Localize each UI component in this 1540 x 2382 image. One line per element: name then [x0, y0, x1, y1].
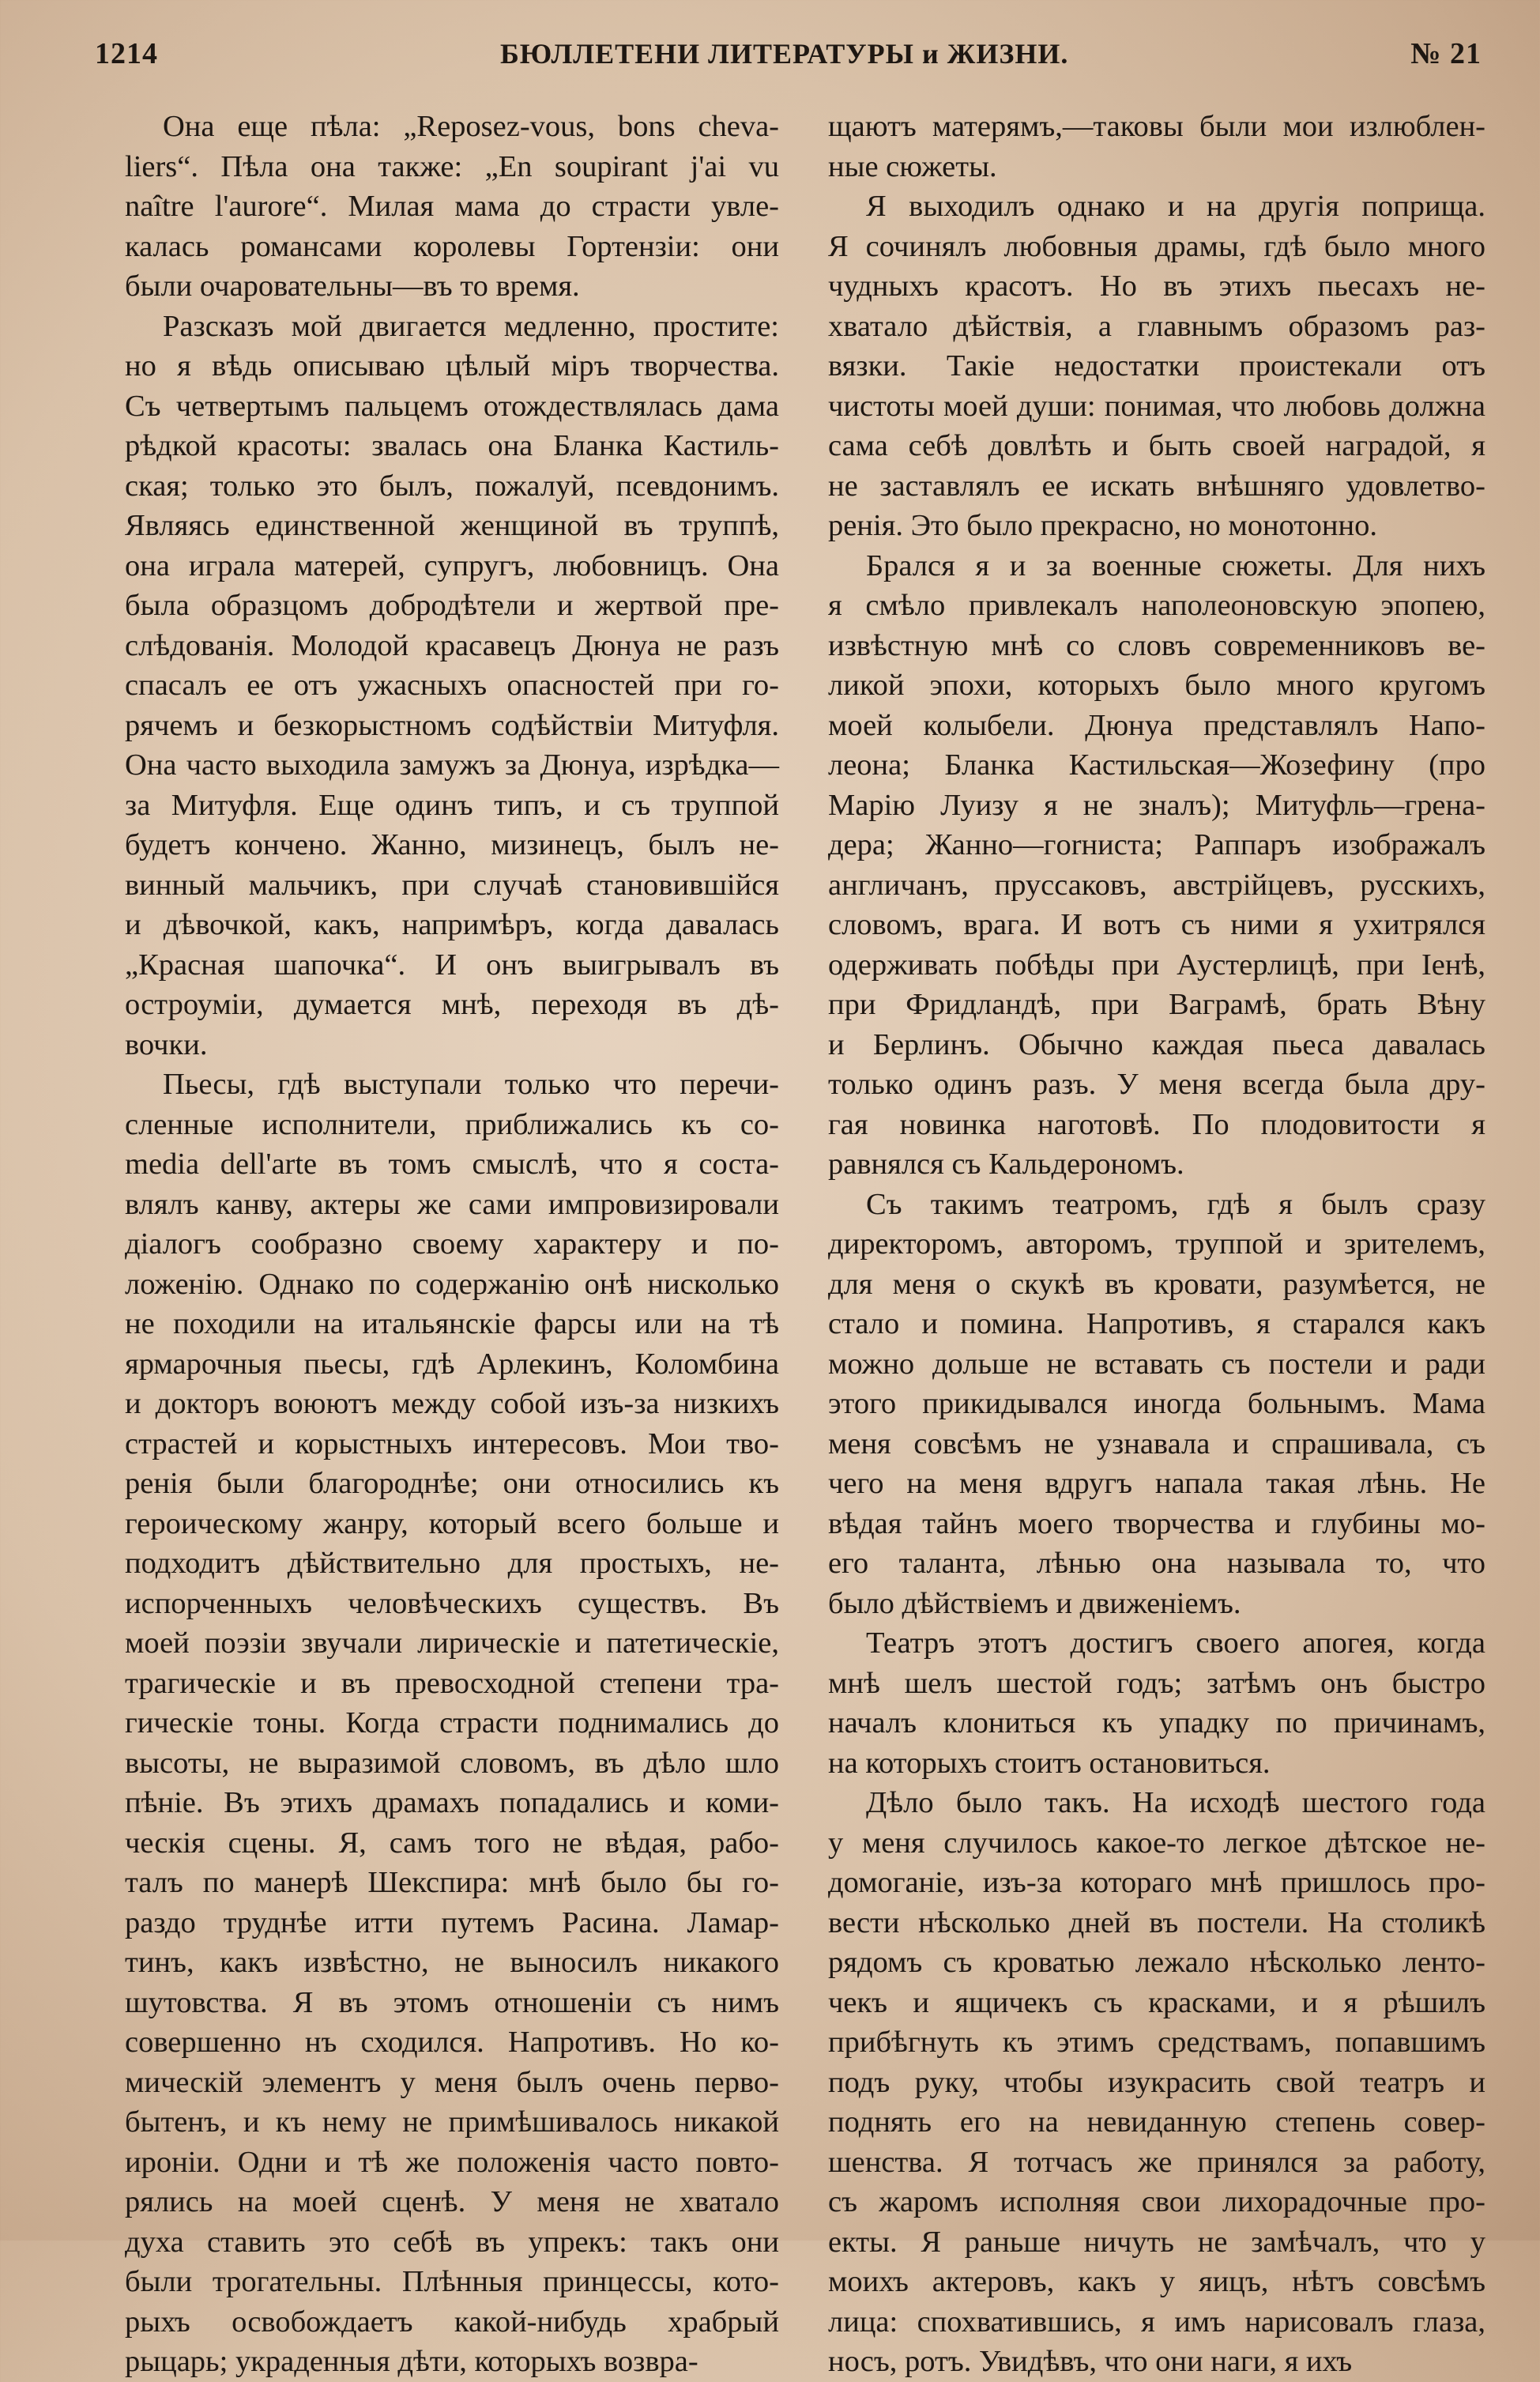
text-line: Съ четвертымъ пальцемъ отождествлялась дама	[125, 389, 779, 423]
text-line: она играла матерей, супругъ, любовницъ. Она	[125, 548, 779, 582]
text-line: гическіе тоны. Когда страсти поднимались до	[125, 1706, 779, 1739]
text-line: трагическіе и въ превосходной степени тра-	[125, 1666, 779, 1700]
paragraph	[125, 107, 779, 307]
paragraph	[828, 546, 1485, 1185]
text-line: вести нѣсколько дней въ постели. На столикѣ	[828, 1905, 1485, 1939]
text-line: калась романсами королевы Гортензіи: они	[125, 229, 779, 263]
text-line: Она часто выходила замужъ за Дюнуа, изрѣдка—	[125, 748, 779, 782]
text-line: меня совсѣмъ не узнавала и спрашивала, съ	[828, 1427, 1485, 1460]
paragraph	[125, 1065, 779, 2382]
text-line: Я выходилъ однако и на другія поприща.	[866, 190, 1485, 223]
text-line: у меня случилось какое-то легкое дѣтское не-	[828, 1826, 1485, 1860]
text-line: мическій элементъ у меня былъ очень перво-	[125, 2065, 779, 2099]
text-line: съ жаромъ исполняя свои лихорадочные про-	[828, 2185, 1485, 2218]
text-line: сленные исполнители, приближались къ co-	[125, 1107, 779, 1141]
text-line: Она еще пѣла: „Reposez-vous, bons cheva-	[163, 110, 779, 143]
text-line: и дѣвочкой, какъ, напримѣръ, когда давалась	[125, 908, 779, 941]
text-line: діалогъ сообразно своему характеру и по-	[125, 1227, 779, 1261]
text-line: мнѣ шелъ шестой годъ; затѣмъ онъ быстро	[828, 1666, 1485, 1700]
text-line: поднять его на невиданную степень совер-	[828, 2105, 1485, 2139]
text-line: хватало дѣйствія, а главнымъ образомъ раз-	[828, 309, 1485, 343]
text-line: талъ по манерѣ Шекспира: мнѣ было бы го-	[125, 1866, 779, 1899]
text-line: шенства. Я тотчасъ же принялся за работу,	[828, 2145, 1485, 2179]
text-line: рялись на моей сценѣ. У меня не хватало	[125, 2185, 779, 2218]
text-line: ческія сцены. Я, самъ того не вѣдая, рабо-	[125, 1826, 779, 1860]
text-line: за Митуфля. Еще одинъ типъ, и съ труппой	[125, 788, 779, 822]
text-line: при Фридландѣ, при Ваграмѣ, брать Вѣну	[828, 988, 1485, 1021]
issue-number: № 21	[1410, 37, 1482, 70]
text-line: страстей и корыстныхъ интересовъ. Мои тво-	[125, 1427, 779, 1460]
text-line: Театръ этотъ достигъ своего апогея, когда	[866, 1626, 1485, 1660]
text-line: совершенно нъ сходился. Напротивъ. Но ко-	[125, 2026, 779, 2059]
text-line: щаютъ матерямъ,—таковы были мои излюблен-	[828, 110, 1485, 143]
text-line: ренія были благороднѣе; они относились къ	[125, 1467, 779, 1500]
text-line: началъ клониться къ упадку по причинамъ,	[828, 1706, 1485, 1739]
text-line: этого прикидывался иногда больнымъ. Мама	[828, 1387, 1485, 1420]
text-line: naître l'aurore“. Милая мама до страсти увле-	[125, 190, 779, 223]
text-line: извѣстную мнѣ со словъ современниковъ ве-	[828, 628, 1485, 662]
text-line: слѣдованія. Молодой красавецъ Дюнуа не разъ	[125, 628, 779, 662]
text-line: носъ, ротъ. Увидѣвъ, что они наги, я ихъ	[828, 2345, 1353, 2378]
text-line: моей поэзіи звучали лирическіе и патетическіе,	[125, 1626, 779, 1660]
paragraph	[828, 187, 1485, 546]
text-line: Пьесы, гдѣ выступали только что перечи-	[163, 1068, 779, 1101]
text-line: подъ руку, чтобы изукрасить свой театръ и	[828, 2065, 1485, 2099]
page-header	[95, 30, 1482, 77]
text-line: моихъ актеровъ, какъ у яицъ, нѣтъ совсѣмъ	[828, 2265, 1485, 2298]
text-line: рячемъ и безкорыстномъ содѣйствіи Митуфля.	[125, 708, 779, 742]
text-line: леона; Бланка Кастильская—Жозефину (про	[828, 748, 1485, 782]
text-line: чего на меня вдругъ напала такая лѣнь. Не	[828, 1467, 1485, 1500]
text-line: героическому жанру, который всего больше и	[125, 1506, 779, 1540]
text-line: винный мальчикъ, при случаѣ становившійся	[125, 868, 779, 902]
text-line: были очаровательны—въ то время.	[125, 269, 580, 303]
text-line: подходитъ дѣйствительно для простыхъ, не-	[125, 1547, 779, 1580]
text-line: только одинъ разъ. У меня всегда была дру-	[828, 1068, 1485, 1101]
text-line: прибѣгнуть къ этимъ средствамъ, попавшимъ	[828, 2026, 1485, 2059]
text-line: media dell'arte въ томъ смыслѣ, что я соста-	[125, 1148, 779, 1181]
text-line: высоты, не выразимой словомъ, въ дѣло шло	[125, 1746, 779, 1780]
text-line: сама себѣ довлѣть и быть своей наградой, я	[828, 429, 1485, 462]
text-line: ные сюжеты.	[828, 149, 997, 183]
text-line: Марію Луизу я не зналъ); Митуфль—грена-	[828, 788, 1485, 822]
text-line: вѣдая тайнъ моего творчества и глубины мо-	[828, 1506, 1485, 1540]
text-line: раздо труднѣе итти путемъ Расина. Ламар-	[125, 1905, 779, 1939]
text-line: дера; Жанно—гorниста; Раппаръ изображалъ	[828, 828, 1485, 861]
text-line: рѣдкой красоты: звалась она Бланка Кастиль-	[125, 429, 779, 462]
text-line: словомъ, врага. И вотъ съ ними я ухитрялся	[828, 908, 1485, 941]
text-line: равнялся съ Кальдерономъ.	[828, 1148, 1184, 1181]
text-line: директоромъ, авторомъ, труппой и зрителемъ,	[828, 1227, 1485, 1261]
text-line: Дѣло было такъ. На исходѣ шестого года	[866, 1786, 1485, 1819]
text-line: вочки.	[125, 1027, 208, 1061]
paragraph	[125, 307, 779, 1065]
text-line: можно дольше не вставать съ постели и ради	[828, 1347, 1485, 1381]
text-line: испорченныхъ человѣческихъ существъ. Въ	[125, 1586, 779, 1620]
text-line: домоганіе, изъ-за котораго мнѣ пришлось про-	[828, 1866, 1485, 1899]
text-line: Я сочинялъ любовныя драмы, гдѣ было много	[828, 229, 1485, 263]
text-line: не походили на итальянскіе фарсы или на тѣ	[125, 1307, 779, 1340]
text-line: рядомъ съ кроватью лежало нѣсколько ленто-	[828, 1946, 1485, 1979]
text-line: не заставлялъ ее искать внѣшняго удовлетво-	[828, 469, 1485, 503]
text-line: одерживать побѣды при Аустерлицѣ, при Іенѣ,	[828, 948, 1485, 982]
text-line: была образцомъ добродѣтели и жертвой пре-	[125, 589, 779, 622]
text-line: ироніи. Одни и тѣ же положенія часто повто-	[125, 2145, 779, 2179]
text-line: екты. Я раньше ничуть не замѣчалъ, что у	[828, 2225, 1485, 2259]
text-line: моей колыбели. Дюнуа представлялъ Напо-	[828, 708, 1485, 742]
text-line: рыцарь; украденныя дѣти, которыхъ возвра-	[125, 2345, 698, 2378]
text-line: спасалъ ее отъ ужасныхъ опасностей при го-	[125, 669, 779, 702]
text-line: ликой эпохи, которыхъ было много кругомъ	[828, 669, 1485, 702]
text-line: и Берлинъ. Обычно каждая пьеса давалась	[828, 1027, 1485, 1061]
text-line: ярмарочныя пьесы, гдѣ Арлекинъ, Коломбина	[125, 1347, 779, 1381]
text-line: духа ставить это себѣ въ упрекъ: такъ они	[125, 2225, 779, 2259]
paragraph	[828, 1185, 1485, 1624]
text-line: стало и помина. Напротивъ, я старался какъ	[828, 1307, 1485, 1340]
text-line: ренія. Это было прекрасно, но монотонно.	[828, 509, 1378, 542]
text-line: liers“. Пѣла она также: „En soupirant j'ai vu	[125, 149, 779, 183]
text-line: англичанъ, пруссаковъ, австрійцевъ, русскихъ,	[828, 868, 1485, 902]
text-line: пѣніе. Въ этихъ драмахъ попадались и коми-	[125, 1786, 779, 1819]
paragraph	[828, 1623, 1485, 1783]
text-line: ложенію. Однако по содержанію онѣ нисколько	[125, 1267, 779, 1301]
text-line: на которыхъ стоитъ остановиться.	[828, 1746, 1271, 1780]
text-line: я смѣло привлекалъ наполеоновскую эпопею,	[828, 589, 1485, 622]
text-line: чистоты моей души: понимая, что любовь должна	[828, 389, 1485, 423]
text-line: были трогательны. Плѣнныя принцессы, кото-	[125, 2265, 779, 2298]
paragraph	[828, 107, 1485, 187]
left-column	[125, 107, 779, 2382]
text-line: Являясь единственной женщиной въ труппѣ,	[125, 509, 779, 542]
text-line: Разсказъ мой двигается медленно, простите:	[163, 309, 779, 343]
right-column	[828, 107, 1485, 2382]
text-line: Съ такимъ театромъ, гдѣ я былъ сразу	[866, 1187, 1485, 1221]
text-line: бытенъ, и къ нему не примѣшивалось никакой	[125, 2105, 779, 2139]
page-number: 1214	[95, 37, 158, 70]
text-line: влялъ канву, актеры же сами импровизировали	[125, 1187, 779, 1221]
text-line: чудныхъ красотъ. Но въ этихъ пьесахъ не-	[828, 269, 1485, 303]
text-line: лица: спохватившись, я имъ нарисовалъ глаза,	[828, 2305, 1485, 2339]
text-line: но я вѣдь описываю цѣлый міръ творчества.	[125, 349, 779, 383]
text-line: ская; только это былъ, пожалуй, псевдонимъ.	[125, 469, 779, 503]
text-line: шутовства. Я въ этомъ отношеніи съ нимъ	[125, 1985, 779, 2019]
text-line: „Красная шапочка“. И онъ выигрывалъ въ	[125, 948, 779, 982]
text-line: гая новинка наготовѣ. По плодовитости я	[828, 1107, 1485, 1141]
paragraph	[828, 1783, 1485, 2382]
text-line: было дѣйствіемъ и движеніемъ.	[828, 1586, 1241, 1620]
text-line: будетъ кончено. Жанно, мизинецъ, былъ не-	[125, 828, 779, 861]
text-line: его таланта, лѣнью она называла то, что	[828, 1547, 1485, 1580]
text-line: и докторъ воюютъ между собой изъ-за низкихъ	[125, 1387, 779, 1420]
text-line: Брался я и за военные сюжеты. Для нихъ	[866, 548, 1485, 582]
text-line: остроуміи, думается мнѣ, переходя въ дѣ-	[125, 988, 779, 1021]
text-line: чекъ и ящичекъ съ красками, и я рѣшилъ	[828, 1985, 1485, 2019]
text-line: рыхъ освобождаетъ какой-нибудь храбрый	[125, 2305, 779, 2339]
text-line: для меня о скукѣ въ кровати, разумѣется, не	[828, 1267, 1485, 1301]
text-line: тинъ, какъ извѣстно, не выносилъ никакого	[125, 1946, 779, 1979]
text-line: вязки. Такіе недостатки проистекали отъ	[828, 349, 1485, 383]
journal-title: БЮЛЛЕТЕНИ ЛИТЕРАТУРЫ и ЖИЗНИ.	[499, 38, 1069, 70]
